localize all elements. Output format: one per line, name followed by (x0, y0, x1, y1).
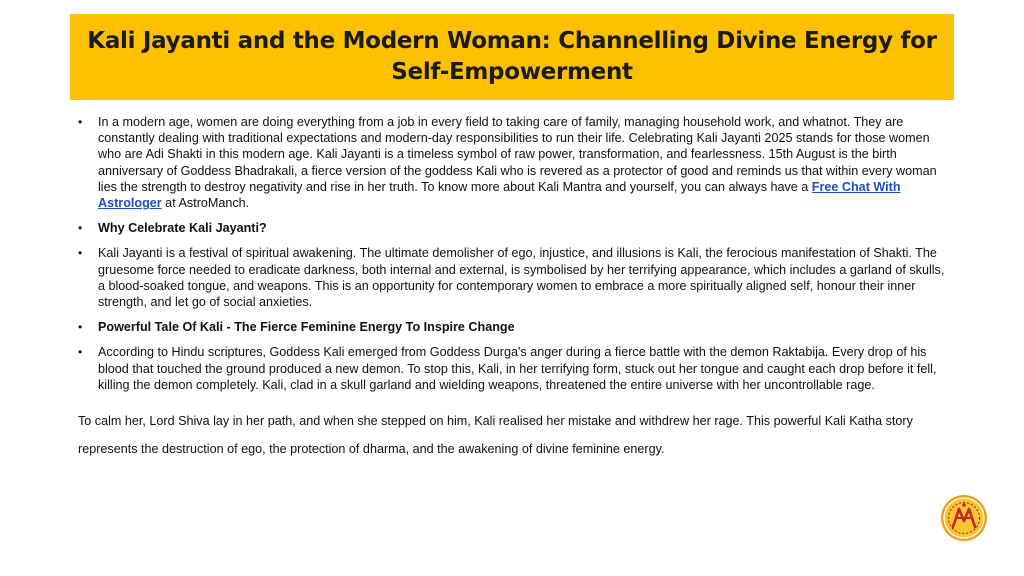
astromanch-logo-icon (940, 494, 988, 542)
bullet-tale-heading (78, 319, 950, 335)
bullet-scriptures (78, 344, 950, 393)
why-celebrate-heading: Why Celebrate Kali Jayanti? (98, 221, 267, 236)
scriptures-text: According to Hindu scriptures, Goddess Kali emerged from Goddess Durga's anger during a fierce battle with the demon Raktabija. Every drop of his blood that touched the ground produced a new demon. To stop this, Kali, in her terrifying form, stuck out her tongue and caught each drop before it fell, killing the demon completely. Kali, clad in a skull garland and wielding weapons, threatened the entire universe with her uncontrollable rage. (98, 345, 937, 392)
tale-heading: Powerful Tale Of Kali - The Fierce Feminine Energy To Inspire Change (98, 320, 515, 335)
bullet-list (78, 114, 950, 393)
bullet-intro (78, 114, 950, 211)
free-chat-link[interactable]: Free Chat With Astrologer (98, 179, 901, 211)
content-body (78, 114, 950, 463)
title-banner (70, 14, 954, 100)
bullet-dot-icon: • (78, 345, 83, 360)
bullet-dot-icon: • (78, 320, 83, 335)
closing-paragraph: To calm her, Lord Shiva lay in her path, and when she stepped on him, Kali realised her mistake and withdrew her rage. This powerful Kali Katha story represents the destruction of ego, the protection of dharma, and the awakening of divine feminine energy. (78, 414, 913, 457)
bullet-why-celebrate (78, 220, 950, 236)
bullet-dot-icon: • (78, 115, 83, 129)
page-title: Kali Jayanti and the Modern Woman: Channelling Divine Energy for Self-Empowerment (87, 28, 937, 85)
intro-text-end: at AstroManch. (161, 196, 250, 211)
bullet-dot-icon: • (78, 246, 83, 261)
bullet-dot-icon: • (78, 221, 83, 236)
bullet-festival (78, 245, 950, 310)
intro-text: In a modern age, women are doing everything from a job in every field to taking care of family, managing household work, and whatnot. They are constantly dealing with traditional expectations and modern-day responsibilities to run their life. Celebrating Kali Jayanti 2025 stands for those women who are Adi Shakti in this modern age. Kali Jayanti is a timeless symbol of raw power, transformation, and fearlessness. 15th August is the birth anniversary of Goddess Bhadrakali, a fierce version of the goddess Kali who is revered as a protector of good and reminds us that within every woman lies the strength to destroy negativity and rise in her truth. To know more about Kali Mantra and yourself, you can always have a (98, 115, 937, 194)
festival-text: Kali Jayanti is a festival of spiritual awakening. The ultimate demolisher of ego, injustice, and illusions is Kali, the ferocious manifestation of Shakti. The gruesome force needed to eradicate darkness, both internal and external, is symbolised by her terrifying appearance, which includes a garland of skulls, a blood-soaked tongue, and weapons. This is an opportunity for contemporary women to embrace a more spiritually aligned self, honour their inner strength, and let go of social anxieties. (98, 246, 945, 310)
